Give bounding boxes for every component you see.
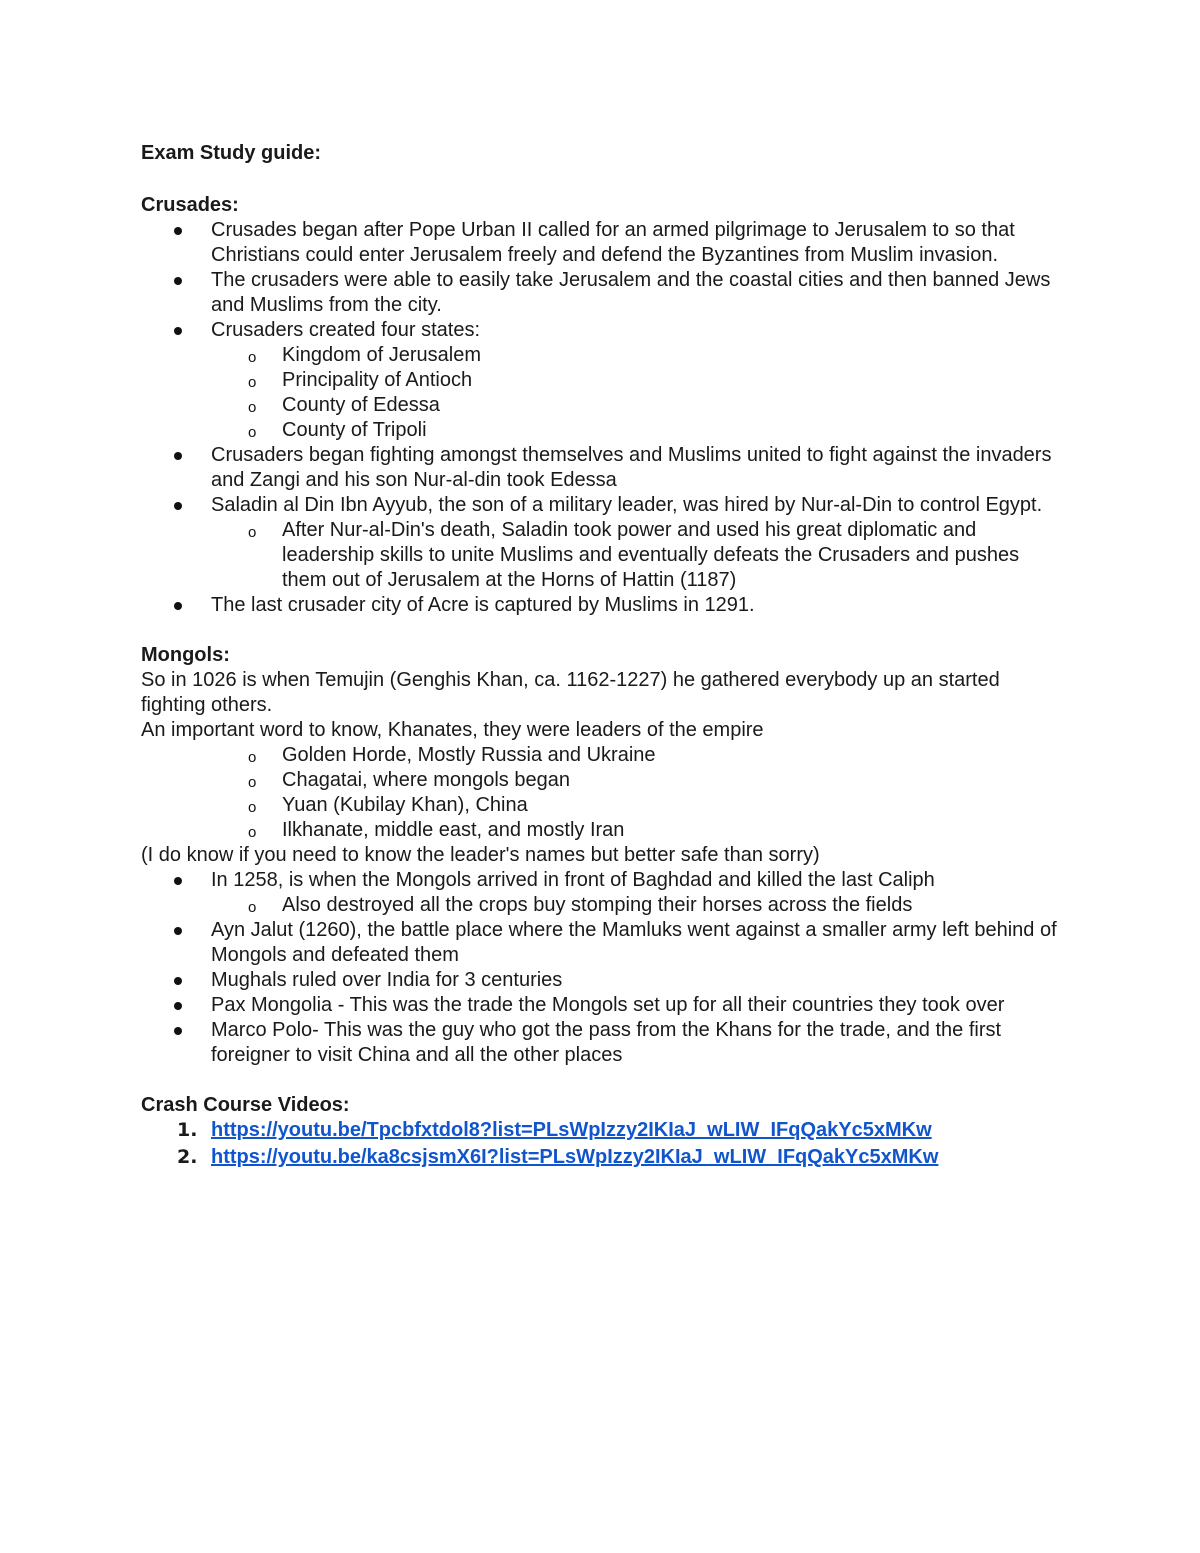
- khanate-text: Golden Horde, Mostly Russia and Ukraine: [282, 744, 656, 766]
- crusades-list-end: [141, 593, 1061, 618]
- sub-bullet-text: Also destroyed all the crops buy stomping their horses across the fields: [282, 894, 913, 916]
- document-page: [141, 141, 1061, 1172]
- list-item: [141, 443, 1061, 493]
- bullet-text: Ayn Jalut (1260), the battle place where the Mamluks went against a smaller army left behind of Mongols and defeated them: [211, 919, 1057, 966]
- bullet-icon: [174, 602, 182, 610]
- state-text: Kingdom of Jerusalem: [282, 344, 481, 366]
- circle-bullet-icon: o: [248, 399, 257, 416]
- bullet-icon: [174, 277, 182, 285]
- circle-bullet-icon: o: [248, 424, 257, 441]
- list-item: [141, 393, 1061, 418]
- list-item: [141, 368, 1061, 393]
- bullet-icon: [174, 327, 182, 335]
- video-links-list: [141, 1118, 1061, 1172]
- saladin-sublist: [141, 518, 1061, 593]
- list-item: [141, 418, 1061, 443]
- bullet-icon: [174, 877, 182, 885]
- list-item: [141, 793, 1061, 818]
- paragraph: An important word to know, Khanates, they were leaders of the empire: [141, 719, 764, 741]
- bullet-text: In 1258, is when the Mongols arrived in front of Baghdad and killed the last Caliph: [211, 869, 935, 891]
- list-number: 1.: [177, 1119, 198, 1141]
- list-item: [141, 318, 1061, 343]
- videos-heading: Crash Course Videos:: [141, 1094, 350, 1116]
- mongols-list-continued: [141, 918, 1061, 1068]
- spacer: [141, 1068, 1061, 1093]
- circle-bullet-icon: o: [248, 774, 257, 791]
- spacer: [141, 618, 1061, 643]
- list-item: [141, 768, 1061, 793]
- video-link[interactable]: https://youtu.be/Tpcbfxtdol8?list=PLsWpIzzy2IKIaJ_wLIW_IFqQakYc5xMKw: [211, 1119, 932, 1141]
- bullet-text: Crusaders created four states:: [211, 319, 481, 341]
- mongols-list: [141, 868, 1061, 893]
- circle-bullet-icon: o: [248, 349, 257, 366]
- list-number: 2.: [177, 1146, 198, 1168]
- state-text: County of Tripoli: [282, 419, 427, 441]
- list-item: [141, 918, 1061, 968]
- list-item: [141, 1145, 1061, 1172]
- khanates-list: [141, 743, 1061, 843]
- list-item: [141, 268, 1061, 318]
- list-item: [141, 1018, 1061, 1068]
- paragraph: So in 1026 is when Temujin (Genghis Khan, ca. 1162-1227) he gathered everybody up an started fighting others.: [141, 669, 1000, 716]
- khanate-text: Ilkhanate, middle east, and mostly Iran: [282, 819, 625, 841]
- bullet-text: Saladin al Din Ibn Ayyub, the son of a military leader, was hired by Nur-al-Din to control Egypt.: [211, 494, 1043, 516]
- bullet-text: The crusaders were able to easily take Jerusalem and the coastal cities and then banned Jews and Muslims from the city.: [211, 269, 1051, 316]
- list-item: [141, 868, 1061, 893]
- bullet-icon: [174, 227, 182, 235]
- bullet-text: The last crusader city of Acre is captured by Muslims in 1291.: [211, 594, 755, 616]
- list-item: [141, 593, 1061, 618]
- circle-bullet-icon: o: [248, 749, 257, 766]
- list-item: [141, 493, 1061, 518]
- circle-bullet-icon: o: [248, 799, 257, 816]
- crusades-list: [141, 218, 1061, 343]
- bullet-text: Pax Mongolia - This was the trade the Mongols set up for all their countries they took over: [211, 994, 1005, 1016]
- list-item: [141, 218, 1061, 268]
- bullet-icon: [174, 502, 182, 510]
- list-item: [141, 743, 1061, 768]
- bullet-text: Crusades began after Pope Urban II called for an armed pilgrimage to Jerusalem to so that Christians could enter Jerusalem freely and defend the Byzantines from Muslim invasion.: [211, 219, 1015, 266]
- list-item: [141, 818, 1061, 843]
- bullet-icon: [174, 1027, 182, 1035]
- list-item: [141, 993, 1061, 1018]
- crusader-states-list: [141, 343, 1061, 443]
- crusades-heading: Crusades:: [141, 194, 239, 216]
- circle-bullet-icon: o: [248, 899, 257, 916]
- circle-bullet-icon: o: [248, 824, 257, 841]
- bullet-text: Crusaders began fighting amongst themselves and Muslims united to fight against the invaders and Zangi and his son Nur-al-din took Edessa: [211, 444, 1052, 491]
- mongols-heading: Mongols:: [141, 644, 230, 666]
- bullet-icon: [174, 452, 182, 460]
- sub-bullet-text: After Nur-al-Din's death, Saladin took power and used his great diplomatic and leadership skills to unite Muslims and eventually defeats the Crusaders and pushes them out of Jerusalem at the Horns of Hattin (1187): [282, 519, 1020, 591]
- list-item: [141, 968, 1061, 993]
- paragraph: (I do know if you need to know the leader's names but better safe than sorry): [141, 844, 820, 866]
- bullet-icon: [174, 977, 182, 985]
- list-item: [141, 893, 1061, 918]
- bullet-icon: [174, 1002, 182, 1010]
- circle-bullet-icon: o: [248, 374, 257, 391]
- state-text: Principality of Antioch: [282, 369, 473, 391]
- list-item: [141, 518, 1061, 593]
- circle-bullet-icon: o: [248, 524, 257, 541]
- list-item: [141, 343, 1061, 368]
- state-text: County of Edessa: [282, 394, 440, 416]
- list-item: [141, 1118, 1061, 1145]
- khanate-text: Chagatai, where mongols began: [282, 769, 570, 791]
- crusades-list-continued: [141, 443, 1061, 518]
- spacer: [141, 166, 1061, 193]
- bullet-text: Mughals ruled over India for 3 centuries: [211, 969, 563, 991]
- khanate-text: Yuan (Kubilay Khan), China: [282, 794, 528, 816]
- bullet-text: Marco Polo- This was the guy who got the pass from the Khans for the trade, and the first foreigner to visit China and all the other places: [211, 1019, 1002, 1066]
- video-link[interactable]: https://youtu.be/ka8csjsmX6I?list=PLsWpIzzy2IKIaJ_wLIW_IFqQakYc5xMKw: [211, 1146, 939, 1168]
- bullet-icon: [174, 927, 182, 935]
- document-title: Exam Study guide:: [141, 142, 322, 164]
- baghdad-sublist: [141, 893, 1061, 918]
